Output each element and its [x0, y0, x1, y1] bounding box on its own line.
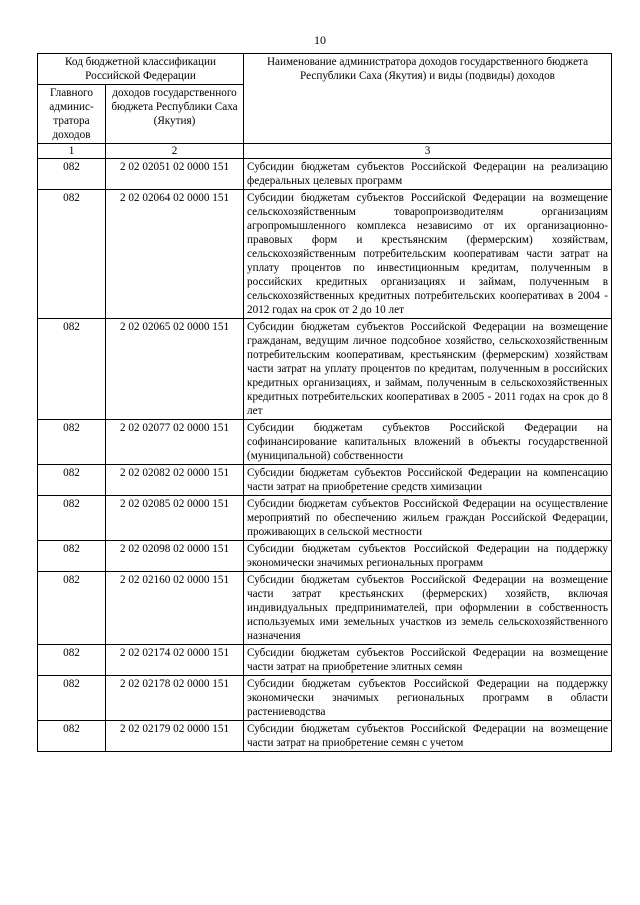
- revenue-code-cell: 2 02 02064 02 0000 151: [106, 190, 244, 319]
- revenue-name-cell: Субсидии бюджетам субъектов Российской Федерации на возмещение части затрат крестьянских (фермерских) хозяйств, включая индивидуальных предпринимателей, при оформлении в собственность используемых ими земельных участков из земель сельскохозяйственного назначения: [244, 572, 612, 645]
- revenue-name-cell: Субсидии бюджетам субъектов Российской Федерации на возмещение части затрат на приобретение семян с учетом: [244, 721, 612, 752]
- page-number: 10: [314, 33, 326, 47]
- revenue-code-cell: 2 02 02077 02 0000 151: [106, 420, 244, 465]
- revenue-name-cell: Субсидии бюджетам субъектов Российской Федерации на возмещение сельскохозяйственным товаропроизводителям организациям агропромышленного комплекса независимо от их организационно-правовых форм и крестьянским (фермерским) хозяйствам, сельскохозяйственным потребительским кооперативам части затрат на уплату процентов по инвестиционным кредитам, полученным в российских кредитных организациях и займам, полученным в сельскохозяйственных кредитных потребительских кооперативах в 2004 - 2012 годах на срок от 2 до 10 лет: [244, 190, 612, 319]
- table-row: [38, 319, 612, 420]
- revenue-code-cell: 2 02 02082 02 0000 151: [106, 465, 244, 496]
- revenue-code-cell: 2 02 02179 02 0000 151: [106, 721, 244, 752]
- revenue-name-cell: Субсидии бюджетам субъектов Российской Федерации на компенсацию части затрат на приобретение средств химизации: [244, 465, 612, 496]
- revenue-code-cell: 2 02 02178 02 0000 151: [106, 676, 244, 721]
- admin-code-cell: 082: [38, 572, 106, 645]
- revenue-code-cell: 2 02 02098 02 0000 151: [106, 541, 244, 572]
- header-name-cell: Наименование администратора доходов государственного бюджета Республики Саха (Якутия) и виды (подвиды) доходов: [244, 54, 612, 144]
- revenue-code-cell: 2 02 02174 02 0000 151: [106, 645, 244, 676]
- admin-code-cell: 082: [38, 159, 106, 190]
- table-row: [38, 496, 612, 541]
- revenue-name-cell: Субсидии бюджетам субъектов Российской Федерации на софинансирование капитальных вложений в объекты государственной (муниципальной) собственности: [244, 420, 612, 465]
- column-number-row: [38, 144, 612, 159]
- admin-code-cell: 082: [38, 496, 106, 541]
- revenue-name-cell: Субсидии бюджетам субъектов Российской Федерации на осуществление мероприятий по обеспечению жильем граждан Российской Федерации, проживающих в сельской местности: [244, 496, 612, 541]
- header-revenue-cell: доходов государственного бюджета Республики Саха (Якутия): [106, 85, 244, 144]
- revenue-name-cell: Субсидии бюджетам субъектов Российской Федерации на возмещение гражданам, ведущим личное подсобное хозяйство, сельскохозяйственным потребительским кооперативам, крестьянским (фермерским) хозяйствам части затрат на уплату процентов по кредитам, полученным в российских кредитных организациях, и займам, полученным в сельскохозяйственных кредитных потребительских кооперативах в 2005 - 2011 годах на срок до 8 лет: [244, 319, 612, 420]
- admin-code-cell: 082: [38, 721, 106, 752]
- column-number: 2: [106, 144, 244, 159]
- table-row: [38, 465, 612, 496]
- admin-code-cell: 082: [38, 319, 106, 420]
- table-row: [38, 572, 612, 645]
- table-row: [38, 541, 612, 572]
- budget-classification-table: [37, 53, 612, 752]
- header-admin-cell: Главного админис-тратора доходов: [38, 85, 106, 144]
- table-row: [38, 721, 612, 752]
- revenue-code-cell: 2 02 02160 02 0000 151: [106, 572, 244, 645]
- revenue-name-cell: Субсидии бюджетам субъектов Российской Федерации на реализацию федеральных целевых программ: [244, 159, 612, 190]
- admin-code-cell: 082: [38, 465, 106, 496]
- table-row: [38, 190, 612, 319]
- revenue-code-cell: 2 02 02085 02 0000 151: [106, 496, 244, 541]
- revenue-code-cell: 2 02 02065 02 0000 151: [106, 319, 244, 420]
- table-row: [38, 159, 612, 190]
- admin-code-cell: 082: [38, 676, 106, 721]
- column-number: 3: [244, 144, 612, 159]
- revenue-name-cell: Субсидии бюджетам субъектов Российской Федерации на поддержку экономически значимых региональных программ: [244, 541, 612, 572]
- table-row: [38, 645, 612, 676]
- column-number: 1: [38, 144, 106, 159]
- revenue-name-cell: Субсидии бюджетам субъектов Российской Федерации на поддержку экономически значимых региональных программ в области растениеводства: [244, 676, 612, 721]
- admin-code-cell: 082: [38, 645, 106, 676]
- admin-code-cell: 082: [38, 190, 106, 319]
- header-group-cell: Код бюджетной классификации Российской Федерации: [38, 54, 244, 85]
- revenue-code-cell: 2 02 02051 02 0000 151: [106, 159, 244, 190]
- table-row: [38, 676, 612, 721]
- revenue-name-cell: Субсидии бюджетам субъектов Российской Федерации на возмещение части затрат на приобретение элитных семян: [244, 645, 612, 676]
- table-row: [38, 420, 612, 465]
- admin-code-cell: 082: [38, 541, 106, 572]
- admin-code-cell: 082: [38, 420, 106, 465]
